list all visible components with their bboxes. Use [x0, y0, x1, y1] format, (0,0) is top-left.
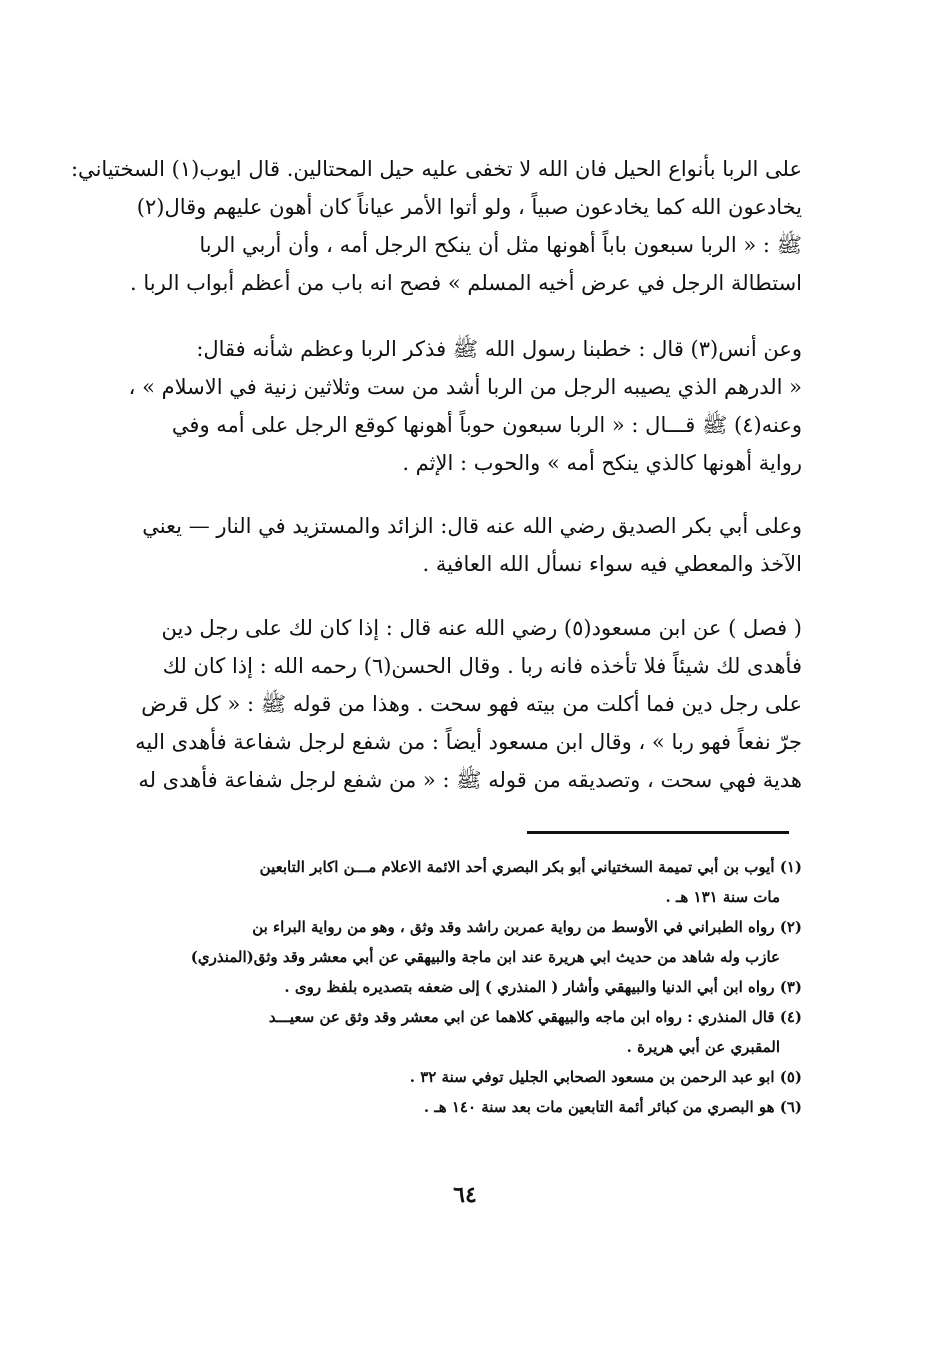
text-line: وعن أنس(٣) قال : خطبنا رسول الله ﷺ فذكر الربا وعظم شأنه فقال:	[196, 337, 802, 361]
footnote-line: المقبري عن أبي هريرة .	[626, 1038, 780, 1056]
footnote-line: (٦) هو البصري من كبائر أئمة التابعين مات بعد سنة ١٤٠ هـ .	[423, 1098, 802, 1116]
text-line: هدية فهي سحت ، وتصديقه من قوله ﷺ : « من شفع لرجل شفاعة فأهدى له	[138, 768, 802, 792]
footnote-line: (٣) رواه ابن أبي الدنيا والبيهقي وأشار ( المنذري ) إلى ضعفه بتصديره بلفظ روى .	[284, 978, 802, 996]
text-line: يخادعون الله كما يخادعون صبياً ، ولو أتوا الأمر عياناً كان أهون عليهم وقال(٢)	[136, 195, 802, 219]
footnote-line: (٥) ابو عبد الرحمن بن مسعود الصحابي الجليل توفي سنة ٣٢ .	[409, 1068, 802, 1086]
footnote-line: (٤) قال المنذري : رواه ابن ماجه والبيهقي كلاهما عن ابي معشر وقد وثق عن سعيـــد	[268, 1008, 802, 1026]
text-line: رواية أهونها كالذي ينكح أمه » والحوب : الإثم .	[402, 451, 802, 475]
paragraph-anas-hadith	[122, 330, 802, 482]
footnotes	[122, 852, 802, 1122]
page-number: ٦٤	[453, 1182, 477, 1208]
footnote-separator	[527, 831, 789, 834]
footnote-line: (٢) رواه الطبراني في الأوسط من رواية عمربن راشد وقد وثق ، وهو من رواية البراء بن	[252, 918, 802, 936]
text-line: ﷺ : « الربا سبعون باباً أهونها مثل أن ينكح الرجل أمه ، وأن أربي الربا	[199, 233, 802, 257]
paragraph-abu-bakr	[122, 507, 802, 583]
paragraph-fasl	[122, 609, 802, 799]
footnote-line: مات سنة ١٣١ هـ .	[665, 888, 780, 906]
text-line: على رجل دين فما أكلت من بيته فهو سحت . وهذا من قوله ﷺ : « كل قرض	[141, 692, 802, 716]
text-line: ( فصل ) عن ابن مسعود(٥) رضي الله عنه قال : إذا كان لك على رجل دين	[161, 616, 802, 640]
text-line: « الدرهم الذي يصيبه الرجل من الربا أشد من ست وثلاثين زنية في الاسلام » ،	[128, 375, 802, 399]
text-line: فأهدى لك شيئاً فلا تأخذه فانه ربا . وقال الحسن(٦) رحمه الله : إذا كان لك	[162, 654, 802, 678]
footnote-line: عازب وله شاهد من حديث ابي هريرة عند ابن ماجة والبيهقي عن أبي معشر وقد وثق(المنذري)	[190, 948, 780, 966]
text-line: الآخذ والمعطي فيه سواء نسأل الله العافية .	[422, 552, 802, 576]
text-line: وعلى أبي بكر الصديق رضي الله عنه قال: الزائد والمستزيد في النار — يعني	[142, 514, 802, 538]
text-line: على الربا بأنواع الحيل فان الله لا تخفى عليه حيل المحتالين. قال ايوب(١) السختياني:	[70, 157, 802, 181]
text-line: جرّ نفعاً فهو ربا » ، وقال ابن مسعود أيضاً : من شفع لرجل شفاعة فأهدى اليه	[135, 730, 802, 754]
paragraph-riba-tricks	[70, 150, 802, 302]
text-line: استطالة الرجل في عرض أخيه المسلم » فصح انه باب من أعظم أبواب الربا .	[130, 271, 802, 295]
footnote-line: (١) أيوب بن أبي تميمة السختياني أبو بكر البصري أحد الائمة الاعلام مـــن اكابر التابعين	[259, 858, 802, 876]
text-line: وعنه(٤) ﷺ قـــال : « الربا سبعون حوباً أهونها كوقع الرجل على أمه وفي	[171, 413, 802, 437]
